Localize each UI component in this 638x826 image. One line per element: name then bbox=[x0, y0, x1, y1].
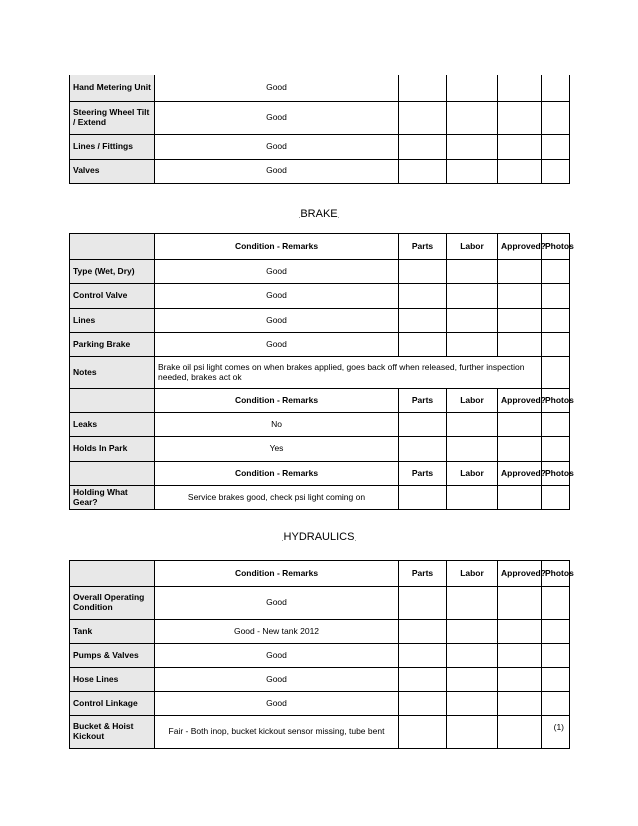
approved-cell bbox=[498, 437, 542, 462]
approved-cell bbox=[498, 134, 542, 159]
labor-cell bbox=[447, 284, 498, 309]
photos-cell bbox=[542, 101, 570, 134]
header-blank bbox=[70, 234, 155, 260]
parts-cell bbox=[399, 716, 447, 749]
parts-cell bbox=[399, 413, 447, 437]
approved-cell bbox=[498, 260, 542, 284]
approved-cell bbox=[498, 587, 542, 620]
row-condition: Good bbox=[155, 692, 399, 716]
row-condition: Good bbox=[155, 134, 399, 159]
table-header-row bbox=[70, 561, 570, 587]
header-approved: Approved? bbox=[498, 234, 542, 260]
photos-cell bbox=[542, 437, 570, 462]
title-tick: . bbox=[337, 214, 340, 220]
header-labor: Labor bbox=[447, 389, 498, 413]
table-header-row bbox=[70, 389, 570, 413]
approved-cell bbox=[498, 309, 542, 333]
hydraulics-table bbox=[69, 560, 574, 749]
row-label: Control Linkage bbox=[70, 692, 155, 716]
brake-table bbox=[69, 233, 574, 510]
table-row bbox=[70, 644, 570, 668]
title-tick: . bbox=[354, 537, 357, 543]
header-parts: Parts bbox=[399, 561, 447, 587]
row-label: Lines bbox=[70, 309, 155, 333]
labor-cell bbox=[447, 486, 498, 510]
parts-cell bbox=[399, 75, 447, 101]
row-label: Control Valve bbox=[70, 284, 155, 309]
photos-cell bbox=[542, 413, 570, 437]
labor-cell bbox=[447, 260, 498, 284]
header-photos: Photos bbox=[542, 561, 570, 587]
table-row bbox=[70, 486, 570, 510]
title-tick: . bbox=[281, 537, 284, 543]
photos-cell bbox=[542, 620, 570, 644]
photos-cell bbox=[542, 134, 570, 159]
header-blank bbox=[70, 561, 155, 587]
table-row bbox=[70, 309, 570, 333]
header-blank bbox=[70, 389, 155, 413]
row-condition: Service brakes good, check psi light coming on bbox=[155, 486, 399, 510]
photos-cell bbox=[542, 692, 570, 716]
header-condition: Condition - Remarks bbox=[155, 462, 399, 486]
row-label: Pumps & Valves bbox=[70, 644, 155, 668]
approved-cell bbox=[498, 692, 542, 716]
header-approved: Approved? bbox=[498, 561, 542, 587]
row-condition: Good - New tank 2012 bbox=[155, 620, 399, 644]
labor-cell bbox=[447, 692, 498, 716]
approved-cell bbox=[498, 644, 542, 668]
labor-cell bbox=[447, 644, 498, 668]
table-row bbox=[70, 716, 570, 749]
row-label: Lines / Fittings bbox=[70, 134, 155, 159]
table-row bbox=[70, 284, 570, 309]
photos-cell bbox=[542, 260, 570, 284]
photos-cell bbox=[542, 333, 570, 357]
header-labor: Labor bbox=[447, 234, 498, 260]
photos-cell bbox=[542, 357, 570, 389]
photos-cell: (1) bbox=[542, 716, 570, 749]
row-notes: Brake oil psi light comes on when brakes applied, goes back off when released, further inspection needed, brakes act ok bbox=[155, 357, 542, 389]
labor-cell bbox=[447, 134, 498, 159]
photos-cell bbox=[542, 486, 570, 510]
parts-cell bbox=[399, 309, 447, 333]
parts-cell bbox=[399, 644, 447, 668]
table-row bbox=[70, 668, 570, 692]
labor-cell bbox=[447, 620, 498, 644]
hydraulics-title: HYDRAULICS bbox=[283, 531, 355, 543]
header-photos: Photos bbox=[542, 234, 570, 260]
row-label: Parking Brake bbox=[70, 333, 155, 357]
parts-cell bbox=[399, 101, 447, 134]
row-label: Tank bbox=[70, 620, 155, 644]
header-photos: Photos bbox=[542, 462, 570, 486]
parts-cell bbox=[399, 620, 447, 644]
labor-cell bbox=[447, 309, 498, 333]
header-condition: Condition - Remarks bbox=[155, 389, 399, 413]
row-label: Type (Wet, Dry) bbox=[70, 260, 155, 284]
parts-cell bbox=[399, 159, 447, 183]
parts-cell bbox=[399, 668, 447, 692]
header-labor: Labor bbox=[447, 462, 498, 486]
table-row bbox=[70, 260, 570, 284]
parts-cell bbox=[399, 134, 447, 159]
row-condition: Good bbox=[155, 101, 399, 134]
table-row bbox=[70, 75, 570, 101]
header-parts: Parts bbox=[399, 234, 447, 260]
row-condition: Good bbox=[155, 309, 399, 333]
photos-cell bbox=[542, 159, 570, 183]
table-row bbox=[70, 159, 570, 183]
approved-cell bbox=[498, 668, 542, 692]
row-condition: Good bbox=[155, 159, 399, 183]
labor-cell bbox=[447, 668, 498, 692]
row-condition: Good bbox=[155, 587, 399, 620]
table-row bbox=[70, 101, 570, 134]
labor-cell bbox=[447, 159, 498, 183]
row-condition: Good bbox=[155, 284, 399, 309]
approved-cell bbox=[498, 75, 542, 101]
table-row bbox=[70, 437, 570, 462]
table-row bbox=[70, 587, 570, 620]
labor-cell bbox=[447, 413, 498, 437]
row-label: Holding What Gear? bbox=[70, 486, 155, 510]
row-condition: No bbox=[155, 413, 399, 437]
approved-cell bbox=[498, 101, 542, 134]
labor-cell bbox=[447, 101, 498, 134]
parts-cell bbox=[399, 333, 447, 357]
row-condition: Good bbox=[155, 75, 399, 101]
row-label: Holds In Park bbox=[70, 437, 155, 462]
row-condition: Good bbox=[155, 668, 399, 692]
steering-table bbox=[69, 75, 570, 184]
approved-cell bbox=[498, 486, 542, 510]
parts-cell bbox=[399, 260, 447, 284]
table-row bbox=[70, 692, 570, 716]
row-condition: Good bbox=[155, 644, 399, 668]
photos-cell bbox=[542, 284, 570, 309]
brake-title: BRAKE bbox=[300, 208, 338, 220]
photos-cell bbox=[542, 587, 570, 620]
parts-cell bbox=[399, 437, 447, 462]
table-row bbox=[70, 620, 570, 644]
row-condition: Good bbox=[155, 260, 399, 284]
row-label: Notes bbox=[70, 357, 155, 389]
hydraulics-section-title bbox=[0, 531, 638, 543]
approved-cell bbox=[498, 284, 542, 309]
table-header-row bbox=[70, 462, 570, 486]
table-row bbox=[70, 134, 570, 159]
brake-section-title bbox=[0, 208, 638, 220]
row-label: Hand Metering Unit bbox=[70, 75, 155, 101]
header-parts: Parts bbox=[399, 389, 447, 413]
row-label: Hose Lines bbox=[70, 668, 155, 692]
header-approved: Approved? bbox=[498, 462, 542, 486]
labor-cell bbox=[447, 437, 498, 462]
row-condition: Fair - Both inop, bucket kickout sensor missing, tube bent bbox=[155, 716, 399, 749]
photos-cell bbox=[542, 644, 570, 668]
parts-cell bbox=[399, 692, 447, 716]
labor-cell bbox=[447, 333, 498, 357]
row-condition: Yes bbox=[155, 437, 399, 462]
header-photos: Photos bbox=[542, 389, 570, 413]
row-label: Overall Operating Condition bbox=[70, 587, 155, 620]
row-label: Bucket & Hoist Kickout bbox=[70, 716, 155, 749]
table-header-row bbox=[70, 234, 570, 260]
row-label: Valves bbox=[70, 159, 155, 183]
table-row bbox=[70, 413, 570, 437]
photos-cell bbox=[542, 668, 570, 692]
header-approved: Approved? bbox=[498, 389, 542, 413]
parts-cell bbox=[399, 486, 447, 510]
approved-cell bbox=[498, 159, 542, 183]
header-parts: Parts bbox=[399, 462, 447, 486]
parts-cell bbox=[399, 587, 447, 620]
header-labor: Labor bbox=[447, 561, 498, 587]
photos-cell bbox=[542, 309, 570, 333]
header-condition: Condition - Remarks bbox=[155, 561, 399, 587]
row-label: Steering Wheel Tilt / Extend bbox=[70, 101, 155, 134]
header-condition: Condition - Remarks bbox=[155, 234, 399, 260]
labor-cell bbox=[447, 75, 498, 101]
approved-cell bbox=[498, 413, 542, 437]
table-row bbox=[70, 357, 570, 389]
photos-cell bbox=[542, 75, 570, 101]
approved-cell bbox=[498, 620, 542, 644]
header-blank bbox=[70, 462, 155, 486]
approved-cell bbox=[498, 716, 542, 749]
title-tick: . bbox=[298, 214, 301, 220]
parts-cell bbox=[399, 284, 447, 309]
labor-cell bbox=[447, 716, 498, 749]
row-condition: Good bbox=[155, 333, 399, 357]
table-row bbox=[70, 333, 570, 357]
labor-cell bbox=[447, 587, 498, 620]
row-label: Leaks bbox=[70, 413, 155, 437]
approved-cell bbox=[498, 333, 542, 357]
